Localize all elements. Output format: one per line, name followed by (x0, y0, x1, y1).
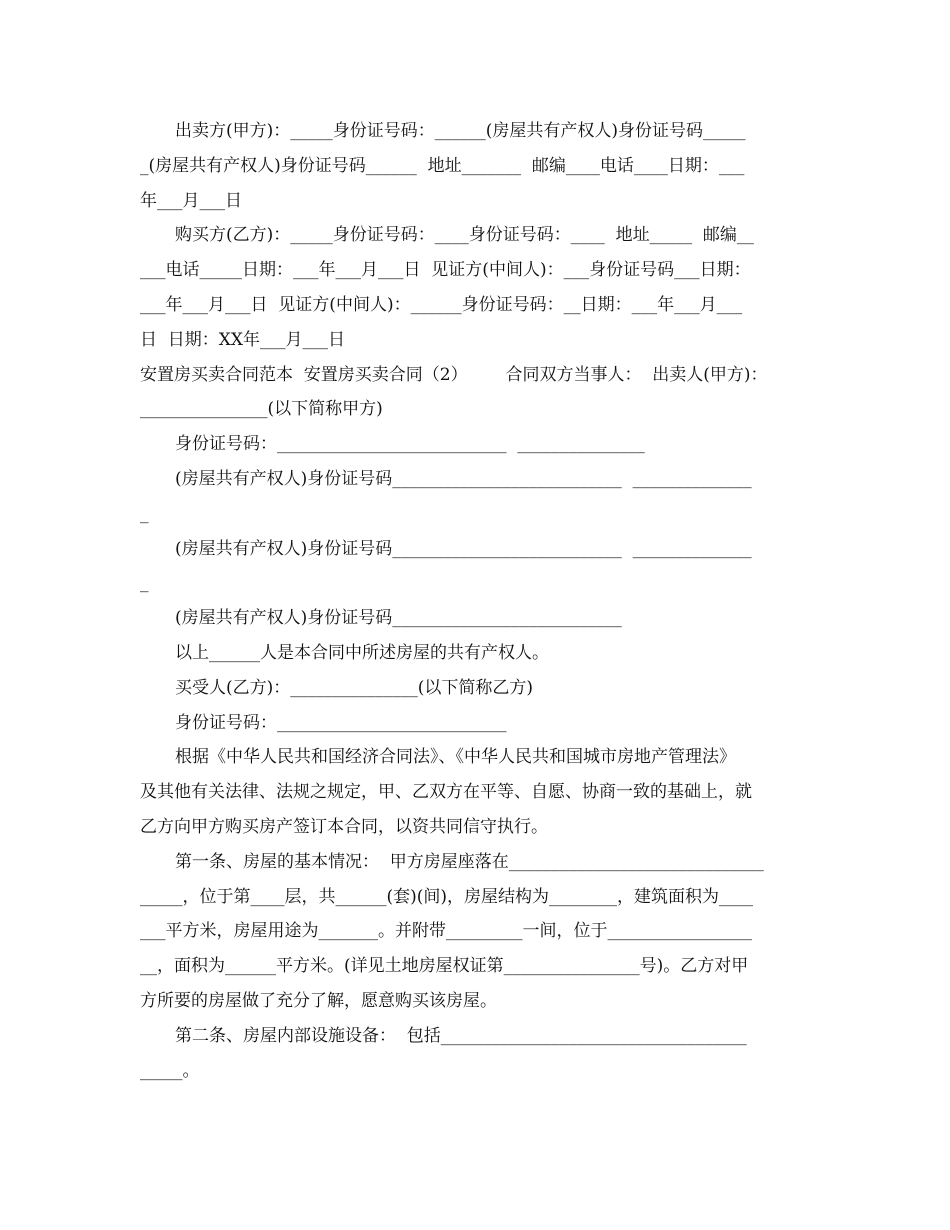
text-line: _______________(以下简称甲方) (140, 399, 383, 420)
text-line: _(房屋共有产权人)身份证号码______ 地址_______ 邮编____电话____日期：___ (140, 155, 745, 176)
text-line: 日 日期：XX年___月___日 (140, 329, 346, 350)
text-line: 及其他有关法律、法规之规定，甲、乙双方在平等、自愿、协商一致的基础上，就 (140, 782, 752, 803)
text-line: 根据《中华人民共和国经济合同法》、《中华人民共和国城市房地产管理法》 (175, 747, 736, 768)
text-line: (房屋共有产权人)身份证号码___________________________ (175, 608, 622, 629)
text-line: 第一条、房屋的基本情况： 甲方房屋座落在______________________________ (175, 851, 764, 872)
text-line: 身份证号码：___________________________ _______________ (175, 434, 645, 455)
text-line: 第二条、房屋内部设施设备： 包括____________________________________ (175, 1025, 747, 1046)
text-line: _ (140, 503, 149, 524)
text-line: 身份证号码：___________________________ (175, 712, 507, 733)
text-line: 买受人(乙方)：_______________(以下简称乙方) (175, 677, 534, 698)
text-line: 方所要的房屋做了充分了解，愿意购买该房屋。 (140, 990, 497, 1011)
text-line: _____，位于第____层，共______(套)(间)，房屋结构为________，建筑面积为____ (140, 886, 754, 907)
text-line: ___平方米，房屋用途为_______。并附带_________一间，位于_________________ (140, 921, 752, 942)
text-line: 以上______人是本合同中所述房屋的共有产权人。 (175, 642, 549, 663)
text-line: 年___月___日 (140, 190, 242, 211)
contract-body (140, 114, 815, 1088)
text-line: __，面积为______平方米。(详见土地房屋权证第________________号)。乙方对甲 (140, 956, 749, 977)
text-line: 出卖方(甲方)：_____身份证号码：______(房屋共有产权人)身份证号码_____ (175, 121, 746, 141)
text-line: 安置房买卖合同范本 安置房买卖合同（2） 合同双方当事人： 出卖人(甲方)： (140, 364, 768, 385)
text-line: 乙方向甲方购买房产签订本合同，以资共同信守执行。 (140, 816, 548, 837)
text-line: ___电话_____日期：___年___月___日 见证方(中间人)：___身份证号码___日期： (140, 260, 751, 281)
text-line: ___年___月___日 见证方(中间人)：______身份证号码：__日期：___年___月___ (140, 294, 743, 315)
text-line: (房屋共有产权人)身份证号码___________________________ ______________ (175, 468, 752, 489)
text-line: (房屋共有产权人)身份证号码___________________________ ______________ (175, 538, 752, 559)
text-line: _ (140, 573, 149, 594)
text-line: _____。 (140, 1060, 200, 1081)
text-line: 购买方(乙方)：_____身份证号码：____身份证号码：____ 地址_____ 邮编__ (175, 225, 754, 246)
